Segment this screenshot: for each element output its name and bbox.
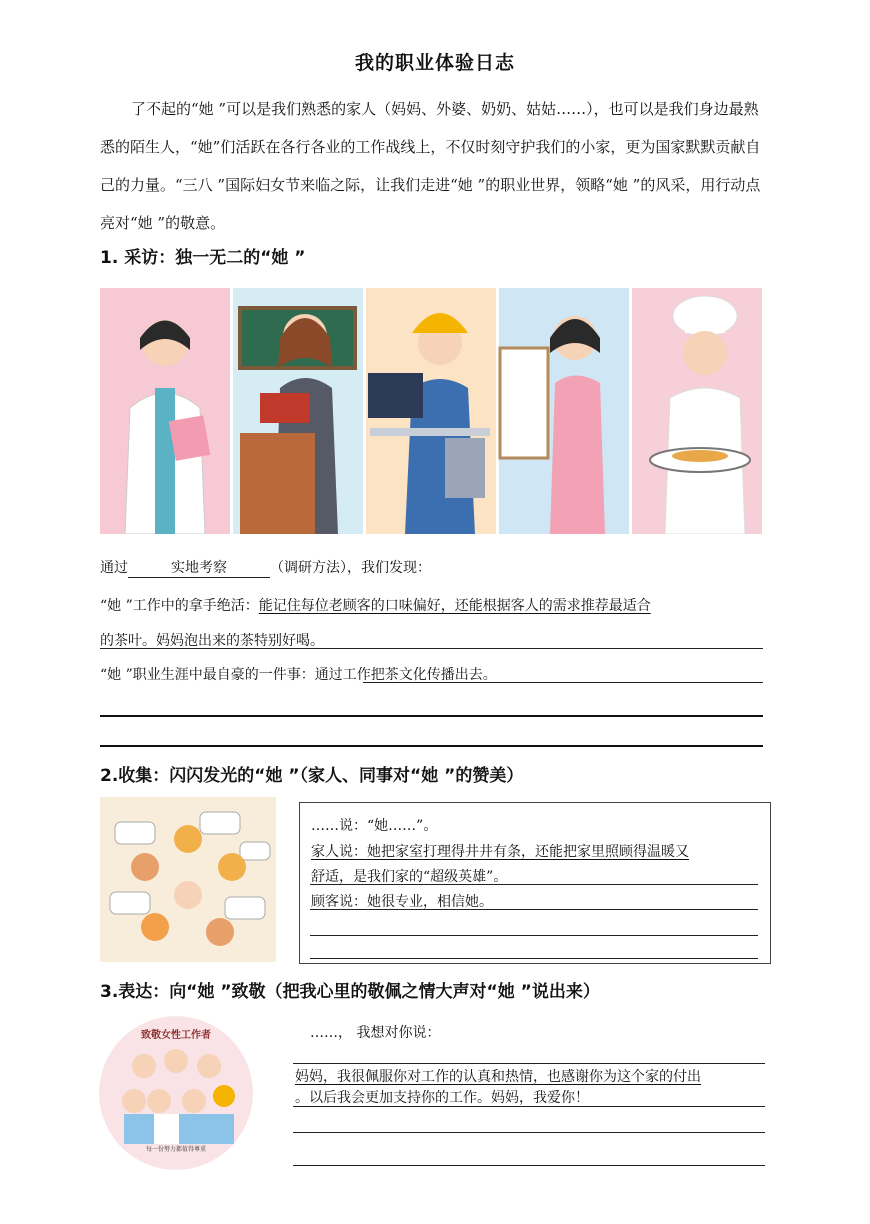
badge-title: 致敬女性工作者 [141,1030,211,1041]
praise-line1[interactable]: 家人说：她把家室打理得井井有条，还能把家里照顾得温暖又 [311,844,689,860]
proud-answer[interactable]: 通过工作把茶文化传播出去。 [314,667,497,683]
professions-illustration [100,288,762,534]
blank-line[interactable] [293,1132,765,1133]
skill-answer-line2[interactable]: 的茶叶。妈妈泡出来的茶特别好喝。 [100,633,324,649]
blank-line[interactable] [293,1165,765,1166]
answer-rule [363,682,763,683]
section2-heading: 2.收集：闪闪发光的“她 ”（家人、同事对“她 ”的赞美） [100,766,524,786]
answer-rule [293,1063,765,1064]
method-suffix: （调研方法），我们发现： [270,560,431,576]
blank-line[interactable] [310,935,758,936]
method-field[interactable]: 实地考察 [128,557,270,578]
proud-row [100,664,497,684]
answer-rule [100,648,763,649]
method-prefix: 通过 [100,560,128,576]
answer-rule [310,884,758,885]
blank-line[interactable] [100,715,763,717]
praise-template: ……说：“她……”。 [311,818,438,834]
answer-rule [293,1106,765,1107]
answer-rule [310,909,758,910]
praise-illustration [100,797,276,962]
blank-line[interactable] [100,745,763,747]
skill-row [100,595,651,615]
message-prompt: ……， 我想对你说： [310,1025,441,1041]
skill-label: “她 ”工作中的拿手绝活： [100,598,259,614]
method-row [100,557,431,578]
message-line1[interactable]: 妈妈，我很佩服你对工作的认真和热情，也感谢你为这个家的付出 [295,1069,701,1085]
section3-heading: 3.表达：向“她 ”致敬（把我心里的敬佩之情大声对“她 ”说出来） [100,982,600,1002]
proud-label: “她 ”职业生涯中最自豪的一件事： [100,667,315,683]
page-title: 我的职业体验日志 [354,52,515,74]
intro-paragraph: 了不起的“她 ”可以是我们熟悉的家人（妈妈、外婆、奶奶、姑姑……），也可以是我们身边最熟悉的陌生人，“她”们活跃在各行各业的工作战线上，不仅时刻守护我们的小家，更为国家默默贡献自己的力量。“三八 ”国际妇女节来临之际，让我们走进“她 ”的职业世界，领略“她 ”的风采，用行动点亮对“她 ”的敬意。 [100,100,761,232]
blank-line[interactable] [310,958,758,959]
section1-heading: 1. 采访：独一无二的“她 ” [100,248,306,268]
praise-line3[interactable]: 顾客说：她很专业，相信她。 [311,894,493,910]
badge-footer: 每一份努力都值得尊重 [145,1146,206,1153]
message-line2[interactable]: 。以后我会更加支持你的工作。妈妈，我爱你！ [295,1090,589,1106]
praise-line2[interactable]: 舒适，是我们家的“超级英雄”。 [311,869,508,885]
skill-answer-line1[interactable]: 能记住每位老顾客的口味偏好，还能根据客人的需求推荐最适合 [258,598,651,614]
